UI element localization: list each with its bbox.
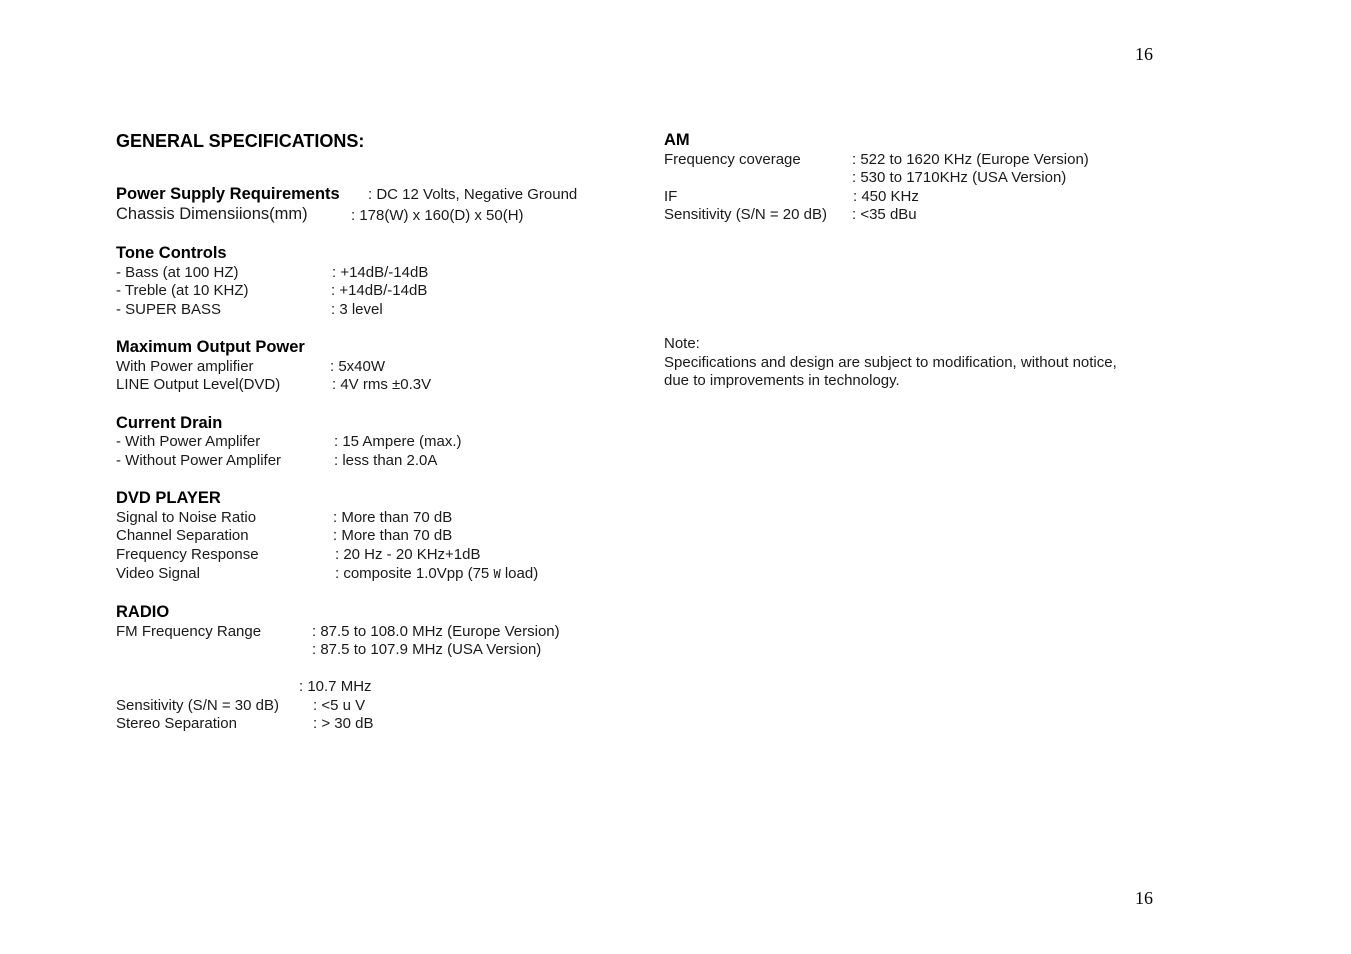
- spec-label: - Bass (at 100 HZ): [116, 264, 239, 281]
- chassis-label: Chassis Dimensiions(mm): [116, 205, 308, 223]
- am-frequency-label: Frequency coverage: [664, 151, 801, 168]
- tone-controls-heading: Tone Controls: [116, 244, 227, 262]
- page-number-top: 16: [1135, 44, 1153, 64]
- spec-value: : More than 70 dB: [333, 509, 453, 526]
- am-sensitivity-value: : <35 dBu: [852, 206, 917, 223]
- ohm-symbol: W: [493, 567, 501, 581]
- spec-label: With Power amplifier: [116, 358, 254, 375]
- page-number-bottom: 16: [1135, 888, 1153, 908]
- am-if-label: IF: [664, 188, 678, 205]
- fm-range-label: FM Frequency Range: [116, 623, 262, 640]
- dvd-player-heading: DVD PLAYER: [116, 489, 221, 507]
- spec-label: - Treble (at 10 KHZ): [116, 282, 249, 299]
- spec-label: - SUPER BASS: [116, 301, 222, 318]
- note-line-2: due to improvements in technology.: [664, 372, 900, 389]
- spec-value: : +14dB/-14dB: [332, 264, 429, 281]
- spec-value: : 4V rms ±0.3V: [332, 376, 432, 393]
- fm-range-value-usa: : 87.5 to 107.9 MHz (USA Version): [312, 641, 542, 658]
- spec-label: - Without Power Amplifer: [116, 452, 282, 469]
- spec-value: : less than 2.0A: [334, 452, 438, 469]
- current-drain-heading: Current Drain: [116, 414, 223, 432]
- radio-heading: RADIO: [116, 603, 170, 621]
- spec-value: : More than 70 dB: [333, 527, 453, 544]
- note-line-1: Specifications and design are subject to modification, without notice,: [664, 354, 1117, 371]
- video-signal-label: Video Signal: [116, 565, 200, 582]
- spec-label: - With Power Amplifer: [116, 433, 261, 450]
- fm-sensitivity-value: : <5 u V: [313, 697, 366, 714]
- am-heading: AM: [664, 131, 690, 149]
- power-supply-label: Power Supply Requirements: [116, 185, 340, 203]
- max-output-heading: Maximum Output Power: [116, 338, 305, 356]
- spec-label: LINE Output Level(DVD): [116, 376, 281, 393]
- spec-value: : 5x40W: [330, 358, 386, 375]
- spec-label: Signal to Noise Ratio: [116, 509, 257, 526]
- spec-label: Channel Separation: [116, 527, 249, 544]
- stereo-separation-value: : > 30 dB: [313, 715, 374, 732]
- page-title: GENERAL SPECIFICATIONS:: [116, 131, 365, 151]
- spec-value: : 20 Hz - 20 KHz+1dB: [335, 546, 481, 563]
- stereo-separation-label: Stereo Separation: [116, 715, 237, 732]
- am-sensitivity-label: Sensitivity (S/N = 20 dB): [664, 206, 827, 223]
- am-frequency-value-europe: : 522 to 1620 KHz (Europe Version): [852, 151, 1089, 168]
- chassis-value: : 178(W) x 160(D) x 50(H): [351, 207, 524, 224]
- am-if-value: : 450 KHz: [853, 188, 919, 205]
- fm-range-value-europe: : 87.5 to 108.0 MHz (Europe Version): [312, 623, 560, 640]
- spec-value: : 3 level: [331, 301, 383, 318]
- spec-label: Frequency Response: [116, 546, 259, 563]
- spec-value: : 15 Ampere (max.): [334, 433, 462, 450]
- spec-value: : +14dB/-14dB: [331, 282, 428, 299]
- power-supply-value: : DC 12 Volts, Negative Ground: [368, 186, 578, 203]
- video-signal-value-b: load): [500, 565, 539, 582]
- fm-sensitivity-label: Sensitivity (S/N = 30 dB): [116, 697, 279, 714]
- video-signal-value: [335, 565, 538, 582]
- am-frequency-value-usa: : 530 to 1710KHz (USA Version): [852, 169, 1067, 186]
- video-signal-value-a: : composite 1.0Vpp (75: [335, 565, 494, 582]
- fm-if-value: : 10.7 MHz: [299, 678, 372, 695]
- note-label: Note:: [664, 335, 700, 352]
